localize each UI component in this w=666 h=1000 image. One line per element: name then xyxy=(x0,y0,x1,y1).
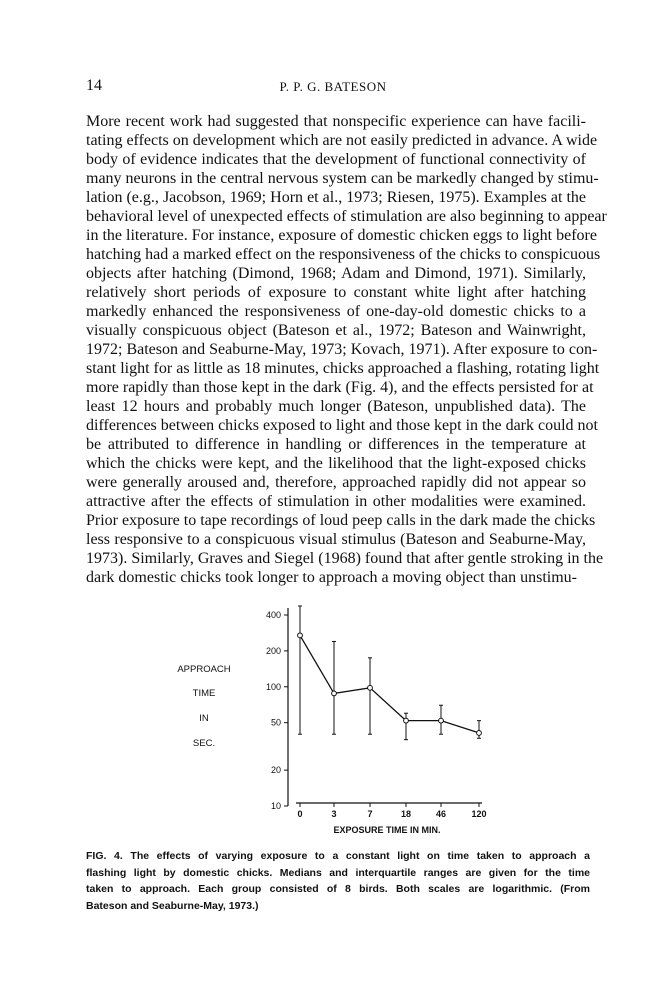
body-line: 1972; Bateson and Seaburne-May, 1973; Kovach, 1971). After exposure to con- xyxy=(86,341,598,358)
median-point xyxy=(404,718,409,723)
body-line: visually conspicuous object (Bateson et al., 1972; Bateson and Wainwright, xyxy=(86,322,586,339)
y-axis-label-line: IN xyxy=(199,713,209,724)
x-tick-label: 46 xyxy=(435,809,447,819)
x-axis-label: EXPOSURE TIME IN MIN. xyxy=(333,825,441,835)
body-line: many neurons in the central nervous system can be markedly changed by stimu- xyxy=(86,170,599,187)
median-series xyxy=(298,633,482,735)
body-line: Prior exposure to tape recordings of loud peep calls in the dark made the chicks xyxy=(86,512,596,529)
body-line: lation (e.g., Jacobson, 1969; Horn et al., 1973; Riesen, 1975). Examples at the xyxy=(86,189,586,206)
y-axis-label-line: APPROACH xyxy=(177,664,231,675)
body-line: less responsive to a conspicuous visual stimulus (Bateson and Seaburne-May, xyxy=(86,531,586,548)
median-point xyxy=(332,691,337,696)
y-tick-label: 10 xyxy=(270,801,281,811)
caption-line: flashing light by domestic chicks. Medians and interquartile ranges are given for the time xyxy=(86,866,590,879)
body-line: least 12 hours and probably much longer (Bateson, unpublished data). The xyxy=(86,398,586,415)
approach-time-chart xyxy=(0,596,666,846)
median-point xyxy=(368,685,373,690)
caption-line: FIG. 4. The effects of varying exposure to a constant light on time taken to approach a xyxy=(86,850,590,862)
median-point xyxy=(477,731,482,736)
x-axis xyxy=(296,803,487,819)
x-tick-label: 120 xyxy=(471,809,487,819)
y-axis-label-line: TIME xyxy=(192,688,216,699)
figure-caption xyxy=(86,848,590,914)
x-tick-label: 18 xyxy=(400,809,412,819)
y-tick-label: 200 xyxy=(265,645,281,656)
body-line: be attributed to difference in handling or differences in the temperature at xyxy=(86,436,586,453)
body-line: attractive after the effects of stimulation in other modalities were examined. xyxy=(86,493,586,510)
body-line: which the chicks were kept, and the likelihood that the light-exposed chicks xyxy=(86,455,586,472)
body-line: more rapidly than those kept in the dark (Fig. 4), and the effects persisted for at xyxy=(86,379,594,396)
y-axis-label xyxy=(177,664,230,749)
body-line: were generally aroused and, therefore, approached rapidly did not appear so xyxy=(86,474,586,491)
x-tick-label: 0 xyxy=(297,809,303,819)
y-tick-label: 400 xyxy=(265,610,281,620)
body-line: differences between chicks exposed to light and those kept in the dark could not xyxy=(86,417,598,434)
y-tick-label: 50 xyxy=(270,717,281,728)
body-line: relatively short periods of exposure to constant white light after hatching xyxy=(86,284,586,301)
median-point xyxy=(439,718,444,723)
body-line: tating effects on development which are not easily predicted in advance. A wide xyxy=(86,132,598,149)
y-axis-label-line: SEC. xyxy=(192,738,216,749)
body-line: dark domestic chicks took longer to approach a moving object than unstimu- xyxy=(86,569,577,586)
body-line: 1973). Similarly, Graves and Siegel (1968) found that after gentle stroking in the xyxy=(86,550,604,567)
body-line: hatching had a marked effect on the responsiveness of the chicks to conspicuous xyxy=(86,246,601,263)
body-line: behavioral level of unexpected effects of stimulation are also beginning to appear xyxy=(86,208,607,225)
interquartile-ranges xyxy=(298,606,481,740)
body-line: body of evidence indicates that the development of functional connectivity of xyxy=(86,151,586,168)
median-line xyxy=(300,635,479,733)
figure-4 xyxy=(0,596,666,846)
body-text xyxy=(86,112,607,587)
body-line: stant light for as little as 18 minutes, chicks approached a flashing, rotating light xyxy=(86,360,600,377)
median-point xyxy=(298,633,303,638)
caption-line: Bateson and Seaburne-May, 1973.) xyxy=(86,899,259,912)
y-tick-label: 20 xyxy=(270,765,281,776)
page-number: 14 xyxy=(86,77,102,94)
body-line: More recent work had suggested that nonspecific experience can have facili- xyxy=(86,113,586,130)
y-axis xyxy=(266,608,288,811)
caption-line: taken to approach. Each group consisted of 8 birds. Both scales are logarithmic. (From xyxy=(86,883,590,895)
body-line: objects after hatching (Dimond, 1968; Adam and Dimond, 1971). Similarly, xyxy=(86,265,586,282)
body-line: in the literature. For instance, exposure of domestic chicken eggs to light before xyxy=(86,227,597,244)
y-tick-label: 100 xyxy=(265,681,281,692)
x-tick-label: 7 xyxy=(367,809,373,819)
running-head: P. P. G. BATESON xyxy=(279,79,387,94)
body-line: markedly enhanced the responsiveness of one-day-old domestic chicks to a xyxy=(86,303,586,320)
x-tick-label: 3 xyxy=(331,809,337,819)
